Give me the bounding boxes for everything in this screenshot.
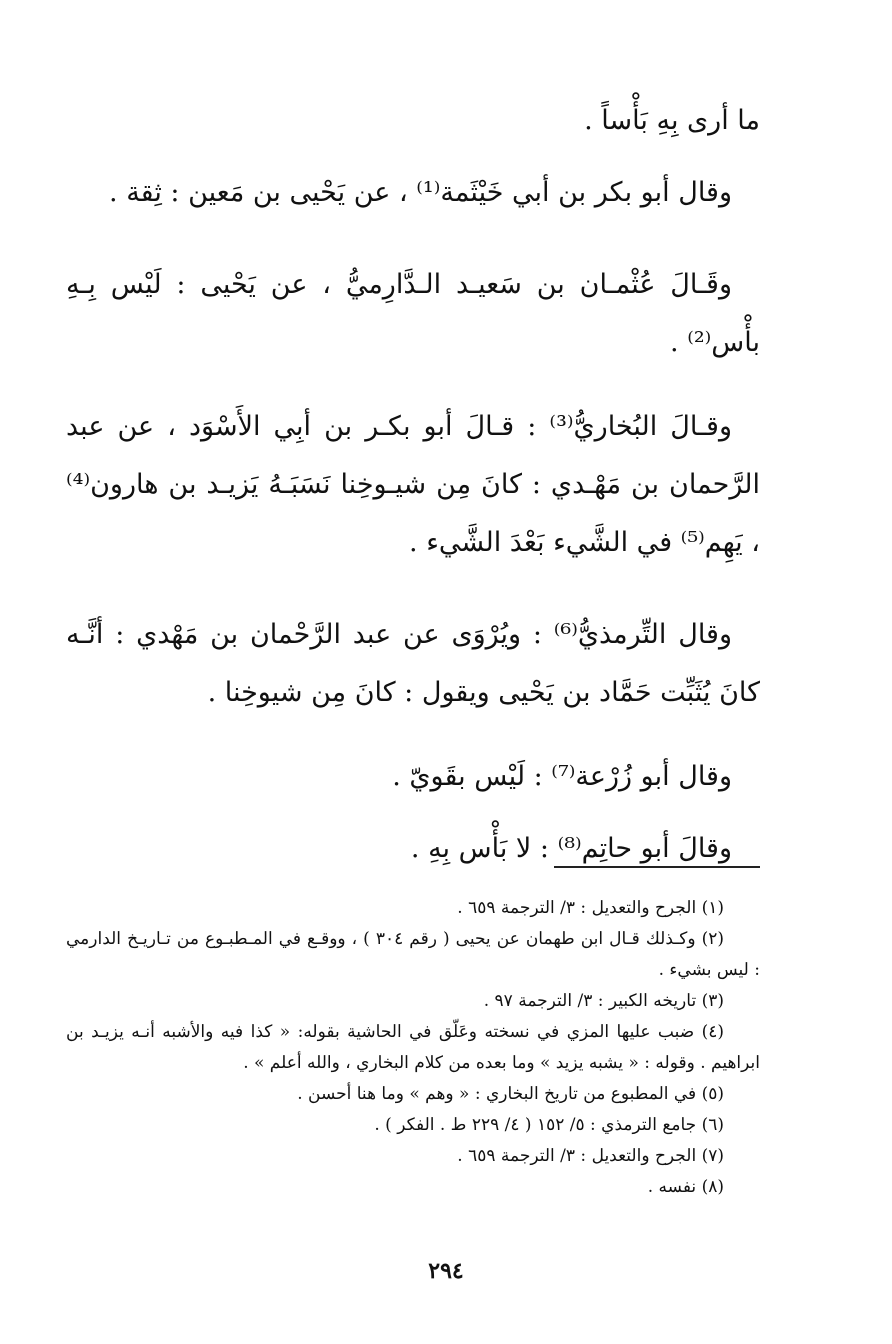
footnotes	[66, 893, 760, 1203]
footnote-2: (٢) وكـذلك قـال ابن طهمان عن يحيى ( رقم ٣٠٤ ) ، ووقـع في المـطبـوع من تـاريـخ الدارمي : ليس بشيء .	[66, 929, 760, 980]
footnote-3: (٣) تاريخه الكبير : ٣/ الترجمة ٩٧ .	[483, 991, 724, 1011]
paragraph-1: ما أرى بِهِ بَأْساً .	[584, 105, 760, 136]
footnote-separator	[554, 866, 760, 868]
footnote-5: (٥) في المطبوع من تاريخ البخاري : « وهم » وما هنا أحسن .	[297, 1084, 724, 1104]
footnote-8: (٨) نفسه .	[647, 1177, 724, 1197]
paragraph-7: وقالَ أبو حاتِم⁽⁸⁾ : لا بَأْس بِهِ .	[410, 833, 732, 864]
footnote-4: (٤) ضبب عليها المزي في نسخته وعَلّق في الحاشية بقوله: « كذا فيه والأشبه أنـه يزيـد بن ابراهيم . وقوله : « يشبه يزيد » وما بعده من كلام البخاري ، والله أعلم » .	[66, 1022, 760, 1073]
paragraph-6: وقال أبو زُرْعة⁽⁷⁾ : لَيْس بقَويّ .	[392, 761, 732, 792]
footnote-7: (٧) الجرح والتعديل : ٣/ الترجمة ٦٥٩ .	[457, 1146, 724, 1166]
paragraph-3: وقَـالَ عُثْمـان بن سَعيـد الـدَّارِميُّ ، عن يَحْيى : لَيْس بِـهِ بأْس⁽²⁾ .	[66, 269, 760, 358]
footnote-1: (١) الجرح والتعديل : ٣/ الترجمة ٦٥٩ .	[457, 898, 724, 918]
paragraph-2: وقال أبو بكر بن أبي خَيْثَمة⁽¹⁾ ، عن يَحْيى بن مَعين : ثِقة .	[109, 177, 732, 208]
paragraph-5: وقال التِّرمذيُّ⁽⁶⁾ : ويُرْوَى عن عبد الرَّحْمان بن مَهْدي : أنَّـه كانَ يُثَبِّت حَمَّاد بن يَحْيى ويقول : كانَ مِن شيوخِنا .	[66, 619, 760, 708]
main-text	[66, 92, 760, 878]
page-number: ٢٩٤	[428, 1258, 464, 1284]
paragraph-4: وقـالَ البُخاريُّ⁽³⁾ : قـالَ أبو بكـر بن أبِي الأَسْوَد ، عن عبد الرَّحمان بن مَهْـدي : كانَ مِن شيـوخِنا نَسَبَـهُ يَزيـد بن هارون⁽⁴⁾ ، يَهِم⁽⁵⁾ في الشَّيء بَعْدَ الشَّيء .	[66, 411, 760, 558]
footnote-6: (٦) جامع الترمذي : ٥/ ١٥٢ ( ٤/ ٢٢٩ ط . الفكر ) .	[374, 1115, 724, 1135]
